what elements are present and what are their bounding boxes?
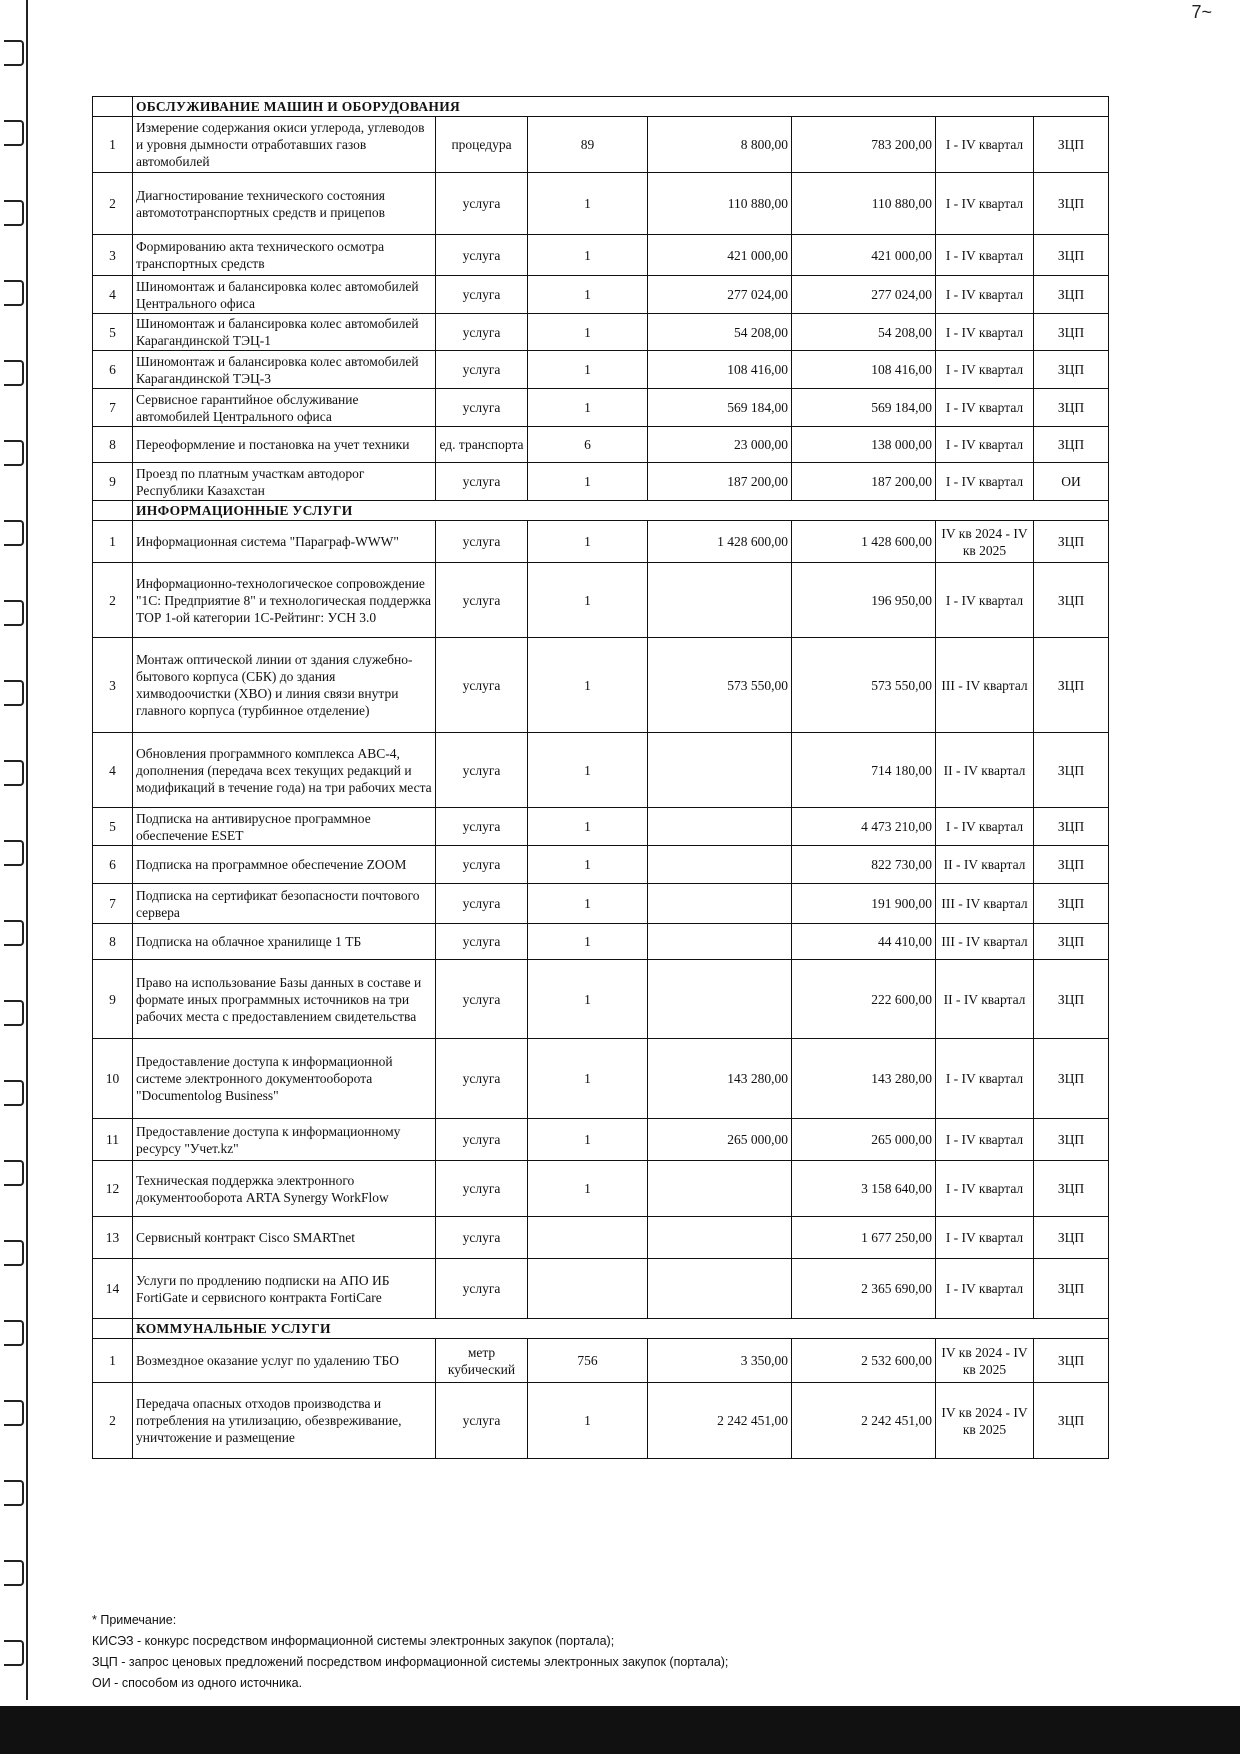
section-number-cell — [93, 97, 133, 117]
service-name: Подписка на сертификат безопасности почтового сервера — [133, 884, 436, 924]
delivery-period: III - IV квартал — [936, 638, 1034, 733]
unit-price: 23 000,00 — [648, 427, 792, 463]
quantity: 756 — [528, 1339, 648, 1383]
procurement-method: ЗЦП — [1034, 276, 1109, 314]
quantity: 1 — [528, 173, 648, 235]
row-number: 8 — [93, 924, 133, 960]
binder-ring — [4, 840, 24, 866]
table-row — [93, 1039, 1109, 1119]
total-amount: 277 024,00 — [792, 276, 936, 314]
delivery-period: I - IV квартал — [936, 463, 1034, 501]
quantity: 1 — [528, 884, 648, 924]
unit-of-measure: услуга — [436, 808, 528, 846]
procurement-method: ЗЦП — [1034, 314, 1109, 351]
procurement-method: ЗЦП — [1034, 1217, 1109, 1259]
procurement-method: ЗЦП — [1034, 235, 1109, 276]
quantity: 1 — [528, 924, 648, 960]
binder-ring — [4, 600, 24, 626]
quantity: 1 — [528, 563, 648, 638]
table-row — [93, 351, 1109, 389]
unit-price: 421 000,00 — [648, 235, 792, 276]
unit-price: 265 000,00 — [648, 1119, 792, 1161]
table-row — [93, 563, 1109, 638]
delivery-period: I - IV квартал — [936, 117, 1034, 173]
service-name: Проезд по платным участкам автодорог Республики Казахстан — [133, 463, 436, 501]
total-amount: 569 184,00 — [792, 389, 936, 427]
total-amount: 421 000,00 — [792, 235, 936, 276]
unit-price: 8 800,00 — [648, 117, 792, 173]
delivery-period: I - IV квартал — [936, 427, 1034, 463]
unit-of-measure: услуга — [436, 638, 528, 733]
unit-price — [648, 924, 792, 960]
quantity: 1 — [528, 846, 648, 884]
total-amount: 714 180,00 — [792, 733, 936, 808]
delivery-period: I - IV квартал — [936, 173, 1034, 235]
unit-price: 110 880,00 — [648, 173, 792, 235]
quantity: 1 — [528, 1161, 648, 1217]
table-row — [93, 808, 1109, 846]
table-row — [93, 521, 1109, 563]
row-number: 5 — [93, 314, 133, 351]
binder-ring — [4, 1400, 24, 1426]
total-amount: 822 730,00 — [792, 846, 936, 884]
unit-of-measure: услуга — [436, 1039, 528, 1119]
procurement-method: ЗЦП — [1034, 351, 1109, 389]
unit-price: 573 550,00 — [648, 638, 792, 733]
service-name: Обновления программного комплекса АВС-4, дополнения (передача всех текущих редакций и модификаций в течение года) на три рабочих места — [133, 733, 436, 808]
unit-of-measure: услуга — [436, 924, 528, 960]
row-number: 4 — [93, 733, 133, 808]
unit-of-measure: процедура — [436, 117, 528, 173]
unit-of-measure: услуга — [436, 1259, 528, 1319]
row-number: 11 — [93, 1119, 133, 1161]
unit-of-measure: услуга — [436, 1217, 528, 1259]
binder-ring — [4, 440, 24, 466]
service-name: Услуги по продлению подписки на АПО ИБ FortiGate и сервисного контракта FortiCare — [133, 1259, 436, 1319]
unit-of-measure: услуга — [436, 314, 528, 351]
service-name: Формированию акта технического осмотра транспортных средств — [133, 235, 436, 276]
procurement-method: ЗЦП — [1034, 960, 1109, 1039]
note-oi: ОИ - способом из одного источника. — [92, 1676, 303, 1690]
row-number: 3 — [93, 638, 133, 733]
delivery-period: I - IV квартал — [936, 1039, 1034, 1119]
section-title: КОММУНАЛЬНЫЕ УСЛУГИ — [133, 1319, 1109, 1339]
row-number: 1 — [93, 117, 133, 173]
unit-of-measure: услуга — [436, 351, 528, 389]
total-amount: 4 473 210,00 — [792, 808, 936, 846]
table-row — [93, 1119, 1109, 1161]
unit-of-measure: услуга — [436, 1119, 528, 1161]
unit-price — [648, 1259, 792, 1319]
binder-ring — [4, 1480, 24, 1506]
unit-price — [648, 884, 792, 924]
service-name: Право на использование Базы данных в составе и формате иных программных источников на три рабочих места с предоставлением свидетельства — [133, 960, 436, 1039]
unit-price: 108 416,00 — [648, 351, 792, 389]
total-amount: 143 280,00 — [792, 1039, 936, 1119]
total-amount: 2 242 451,00 — [792, 1383, 936, 1459]
unit-of-measure: услуга — [436, 563, 528, 638]
unit-price — [648, 733, 792, 808]
row-number: 6 — [93, 846, 133, 884]
binder-ring — [4, 1320, 24, 1346]
total-amount: 110 880,00 — [792, 173, 936, 235]
row-number: 5 — [93, 808, 133, 846]
table-row — [93, 389, 1109, 427]
total-amount: 138 000,00 — [792, 427, 936, 463]
unit-of-measure: услуга — [436, 389, 528, 427]
procurement-method: ЗЦП — [1034, 1383, 1109, 1459]
row-number: 2 — [93, 563, 133, 638]
binder-ring — [4, 520, 24, 546]
table-row — [93, 1161, 1109, 1217]
row-number: 7 — [93, 884, 133, 924]
delivery-period: I - IV квартал — [936, 389, 1034, 427]
procurement-table — [92, 96, 1109, 1459]
quantity: 1 — [528, 1119, 648, 1161]
service-name: Возмездное оказание услуг по удалению ТБО — [133, 1339, 436, 1383]
delivery-period: II - IV квартал — [936, 846, 1034, 884]
quantity: 1 — [528, 314, 648, 351]
table-row — [93, 427, 1109, 463]
unit-of-measure: метр кубический — [436, 1339, 528, 1383]
row-number: 7 — [93, 389, 133, 427]
table-row — [93, 884, 1109, 924]
quantity: 1 — [528, 638, 648, 733]
delivery-period: IV кв 2024 - IV кв 2025 — [936, 521, 1034, 563]
binder-edge — [0, 0, 28, 1700]
unit-of-measure: услуга — [436, 884, 528, 924]
unit-price — [648, 808, 792, 846]
table-row — [93, 1339, 1109, 1383]
delivery-period: I - IV квартал — [936, 314, 1034, 351]
service-name: Подписка на программное обеспечение ZOOM — [133, 846, 436, 884]
notes-block — [92, 1610, 728, 1694]
quantity: 1 — [528, 1039, 648, 1119]
total-amount: 1 428 600,00 — [792, 521, 936, 563]
unit-of-measure: услуга — [436, 846, 528, 884]
table-row — [93, 463, 1109, 501]
total-amount: 3 158 640,00 — [792, 1161, 936, 1217]
service-name: Предоставление доступа к информационному ресурсу "Учет.kz" — [133, 1119, 436, 1161]
row-number: 10 — [93, 1039, 133, 1119]
quantity: 1 — [528, 276, 648, 314]
unit-price — [648, 960, 792, 1039]
row-number: 4 — [93, 276, 133, 314]
service-name: Монтаж оптической линии от здания служебно-бытового корпуса (СБК) до здания химводоочистки (ХВО) и линия связи внутри главного корпуса (турбинное отделение) — [133, 638, 436, 733]
table-row — [93, 173, 1109, 235]
quantity: 1 — [528, 1383, 648, 1459]
section-number-cell — [93, 501, 133, 521]
quantity: 1 — [528, 808, 648, 846]
binder-ring — [4, 760, 24, 786]
unit-of-measure: услуга — [436, 276, 528, 314]
table-row — [93, 117, 1109, 173]
unit-price: 54 208,00 — [648, 314, 792, 351]
unit-price: 1 428 600,00 — [648, 521, 792, 563]
service-name: Информационно-технологическое сопровождение "1С: Предприятие 8" и технологическая поддержка ТОР 1-ой категории 1С-Рейтинг: УСН 3.0 — [133, 563, 436, 638]
unit-price — [648, 846, 792, 884]
delivery-period: I - IV квартал — [936, 276, 1034, 314]
delivery-period: I - IV квартал — [936, 1119, 1034, 1161]
table-row — [93, 846, 1109, 884]
row-number: 1 — [93, 521, 133, 563]
row-number: 6 — [93, 351, 133, 389]
procurement-method: ЗЦП — [1034, 427, 1109, 463]
unit-of-measure: услуга — [436, 960, 528, 1039]
total-amount: 44 410,00 — [792, 924, 936, 960]
procurement-method: ЗЦП — [1034, 389, 1109, 427]
section-title: ИНФОРМАЦИОННЫЕ УСЛУГИ — [133, 501, 1109, 521]
procurement-method: ЗЦП — [1034, 808, 1109, 846]
quantity: 1 — [528, 733, 648, 808]
row-number: 13 — [93, 1217, 133, 1259]
procurement-method: ЗЦП — [1034, 1339, 1109, 1383]
section-number-cell — [93, 1319, 133, 1339]
binder-ring — [4, 1560, 24, 1586]
row-number: 14 — [93, 1259, 133, 1319]
total-amount: 265 000,00 — [792, 1119, 936, 1161]
unit-price: 569 184,00 — [648, 389, 792, 427]
service-name: Сервисное гарантийное обслуживание автомобилей Центрального офиса — [133, 389, 436, 427]
service-name: Диагностирование технического состояния автомототранспортных средств и прицепов — [133, 173, 436, 235]
binder-ring — [4, 360, 24, 386]
procurement-method: ЗЦП — [1034, 1161, 1109, 1217]
scan-bottom-edge — [0, 1706, 1240, 1754]
service-name: Предоставление доступа к информационной системе электронного документооборота "Documentolog Business" — [133, 1039, 436, 1119]
total-amount: 2 532 600,00 — [792, 1339, 936, 1383]
section-title: ОБСЛУЖИВАНИЕ МАШИН И ОБОРУДОВАНИЯ — [133, 97, 1109, 117]
row-number: 8 — [93, 427, 133, 463]
procurement-method: ЗЦП — [1034, 884, 1109, 924]
service-name: Переоформление и постановка на учет техники — [133, 427, 436, 463]
binder-ring — [4, 120, 24, 146]
quantity — [528, 1217, 648, 1259]
binder-ring — [4, 1160, 24, 1186]
binder-ring — [4, 280, 24, 306]
procurement-method: ЗЦП — [1034, 521, 1109, 563]
procurement-method: ОИ — [1034, 463, 1109, 501]
delivery-period: I - IV квартал — [936, 563, 1034, 638]
procurement-method: ЗЦП — [1034, 117, 1109, 173]
table-row — [93, 1383, 1109, 1459]
note-zcp: ЗЦП - запрос ценовых предложений посредством информационной системы электронных закупок (портала); — [92, 1655, 729, 1669]
quantity: 1 — [528, 235, 648, 276]
unit-price: 3 350,00 — [648, 1339, 792, 1383]
delivery-period: I - IV квартал — [936, 235, 1034, 276]
procurement-method: ЗЦП — [1034, 563, 1109, 638]
binder-ring — [4, 1080, 24, 1106]
binder-ring — [4, 40, 24, 66]
procurement-method: ЗЦП — [1034, 173, 1109, 235]
procurement-method: ЗЦП — [1034, 924, 1109, 960]
procurement-table-body — [93, 97, 1109, 1459]
quantity: 1 — [528, 463, 648, 501]
total-amount: 783 200,00 — [792, 117, 936, 173]
table-row — [93, 638, 1109, 733]
table-row — [93, 1259, 1109, 1319]
total-amount: 2 365 690,00 — [792, 1259, 936, 1319]
delivery-period: III - IV квартал — [936, 924, 1034, 960]
total-amount: 222 600,00 — [792, 960, 936, 1039]
service-name: Шиномонтаж и балансировка колес автомобилей Карагандинской ТЭЦ-1 — [133, 314, 436, 351]
section-header-row — [93, 501, 1109, 521]
service-name: Измерение содержания окиси углерода, углеводов и уровня дымности отработавших газов автомобилей — [133, 117, 436, 173]
section-header-row — [93, 1319, 1109, 1339]
unit-price: 187 200,00 — [648, 463, 792, 501]
service-name: Подписка на облачное хранилище 1 ТБ — [133, 924, 436, 960]
section-header-row — [93, 97, 1109, 117]
quantity: 6 — [528, 427, 648, 463]
service-name: Информационная система "Параграф-WWW" — [133, 521, 436, 563]
procurement-method: ЗЦП — [1034, 638, 1109, 733]
unit-price — [648, 563, 792, 638]
row-number: 1 — [93, 1339, 133, 1383]
row-number: 2 — [93, 1383, 133, 1459]
total-amount: 187 200,00 — [792, 463, 936, 501]
row-number: 2 — [93, 173, 133, 235]
total-amount: 1 677 250,00 — [792, 1217, 936, 1259]
procurement-method: ЗЦП — [1034, 733, 1109, 808]
table-row — [93, 733, 1109, 808]
quantity: 89 — [528, 117, 648, 173]
service-name: Шиномонтаж и балансировка колес автомобилей Центрального офиса — [133, 276, 436, 314]
unit-price: 143 280,00 — [648, 1039, 792, 1119]
binder-ring — [4, 920, 24, 946]
row-number: 3 — [93, 235, 133, 276]
delivery-period: I - IV квартал — [936, 1161, 1034, 1217]
notes-heading: * Примечание: — [92, 1613, 177, 1627]
table-row — [93, 314, 1109, 351]
unit-of-measure: услуга — [436, 1383, 528, 1459]
service-name: Сервисный контракт Cisco SMARTnet — [133, 1217, 436, 1259]
binder-ring — [4, 1000, 24, 1026]
binder-ring — [4, 680, 24, 706]
unit-of-measure: услуга — [436, 173, 528, 235]
table-row — [93, 1217, 1109, 1259]
table-row — [93, 924, 1109, 960]
unit-price: 277 024,00 — [648, 276, 792, 314]
unit-of-measure: услуга — [436, 235, 528, 276]
service-name: Подписка на антивирусное программное обеспечение ESET — [133, 808, 436, 846]
service-name: Шиномонтаж и балансировка колес автомобилей Карагандинской ТЭЦ-3 — [133, 351, 436, 389]
delivery-period: I - IV квартал — [936, 1259, 1034, 1319]
quantity — [528, 1259, 648, 1319]
delivery-period: I - IV квартал — [936, 351, 1034, 389]
unit-of-measure: услуга — [436, 1161, 528, 1217]
total-amount: 108 416,00 — [792, 351, 936, 389]
unit-of-measure: услуга — [436, 521, 528, 563]
row-number: 9 — [93, 960, 133, 1039]
quantity: 1 — [528, 521, 648, 563]
delivery-period: III - IV квартал — [936, 884, 1034, 924]
delivery-period: IV кв 2024 - IV кв 2025 — [936, 1383, 1034, 1459]
row-number: 12 — [93, 1161, 133, 1217]
quantity: 1 — [528, 389, 648, 427]
binder-ring — [4, 1240, 24, 1266]
corner-page-mark: 7~ — [1191, 2, 1212, 22]
unit-of-measure: услуга — [436, 733, 528, 808]
quantity: 1 — [528, 351, 648, 389]
unit-of-measure: ед. транспорта — [436, 427, 528, 463]
procurement-method: ЗЦП — [1034, 1259, 1109, 1319]
procurement-method: ЗЦП — [1034, 1119, 1109, 1161]
unit-price — [648, 1161, 792, 1217]
total-amount: 54 208,00 — [792, 314, 936, 351]
table-row — [93, 235, 1109, 276]
binder-ring — [4, 1640, 24, 1666]
delivery-period: II - IV квартал — [936, 960, 1034, 1039]
unit-price — [648, 1217, 792, 1259]
total-amount: 573 550,00 — [792, 638, 936, 733]
binder-ring — [4, 200, 24, 226]
total-amount: 196 950,00 — [792, 563, 936, 638]
row-number: 9 — [93, 463, 133, 501]
delivery-period: II - IV квартал — [936, 733, 1034, 808]
quantity: 1 — [528, 960, 648, 1039]
procurement-method: ЗЦП — [1034, 846, 1109, 884]
delivery-period: IV кв 2024 - IV кв 2025 — [936, 1339, 1034, 1383]
unit-price: 2 242 451,00 — [648, 1383, 792, 1459]
unit-of-measure: услуга — [436, 463, 528, 501]
service-name: Техническая поддержка электронного документооборота ARTA Synergy WorkFlow — [133, 1161, 436, 1217]
total-amount: 191 900,00 — [792, 884, 936, 924]
delivery-period: I - IV квартал — [936, 808, 1034, 846]
table-row — [93, 960, 1109, 1039]
delivery-period: I - IV квартал — [936, 1217, 1034, 1259]
service-name: Передача опасных отходов производства и потребления на утилизацию, обезвреживание, уничтожение и размещение — [133, 1383, 436, 1459]
table-row — [93, 276, 1109, 314]
note-kisez: КИСЭЗ - конкурс посредством информационной системы электронных закупок (портала); — [92, 1634, 615, 1648]
procurement-method: ЗЦП — [1034, 1039, 1109, 1119]
